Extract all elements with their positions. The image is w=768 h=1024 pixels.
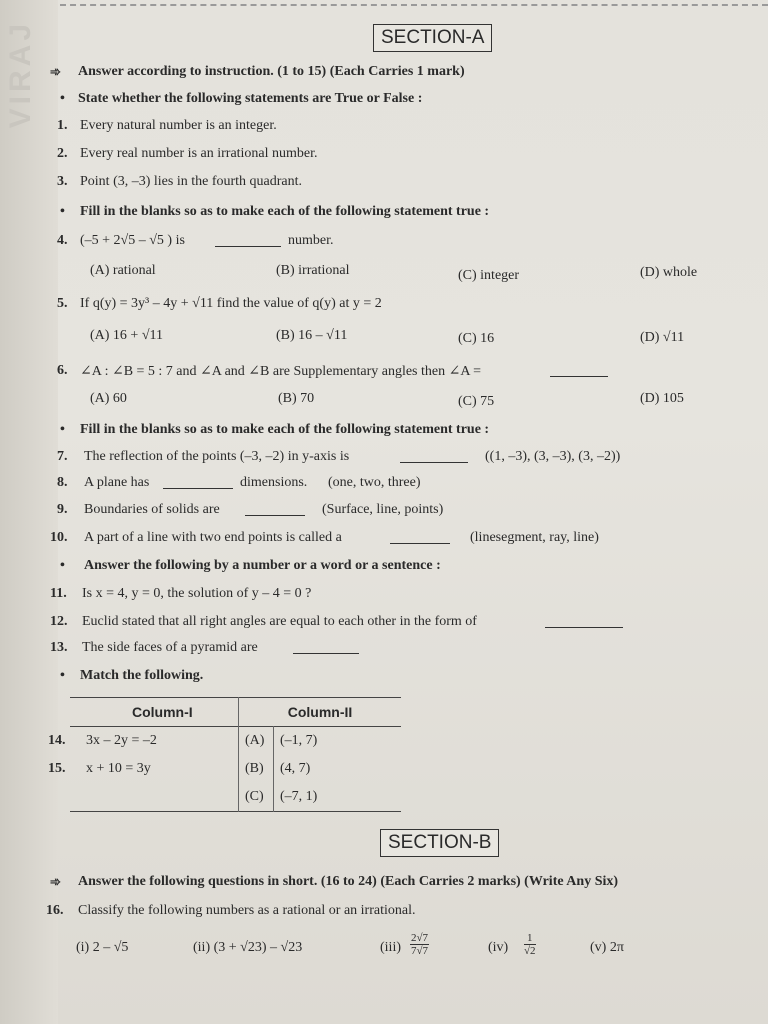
option-b: (B) 70 <box>278 391 315 406</box>
option-b: (B) 16 – √11 <box>276 328 348 343</box>
section-b-title: SECTION-B <box>380 829 499 857</box>
question-number: 6. <box>57 363 68 378</box>
question-number: 9. <box>57 502 68 517</box>
instruction-a: Answer according to instruction. (1 to 15) (Each Carries 1 mark) <box>78 64 465 79</box>
bullet-icon: • <box>60 558 65 573</box>
column-ii-header: Column-II <box>239 698 402 727</box>
option-c: (C) integer <box>458 268 520 283</box>
question-text: (–5 + 2√5 – √5 ) is <box>80 233 185 248</box>
question-number: 8. <box>57 475 68 490</box>
section-a-title: SECTION-A <box>373 24 492 52</box>
question-3 <box>0 174 768 198</box>
column-i-header: Column-I <box>132 704 193 720</box>
question-number: 13. <box>50 640 68 655</box>
bullet-tf: State whether the following statements are True or False : <box>78 91 423 106</box>
bullet-icon: • <box>60 91 65 106</box>
answer-blank <box>545 627 623 628</box>
question-text: Every natural number is an integer. <box>80 118 277 133</box>
question-text: The reflection of the points (–3, –2) in y-axis is <box>84 449 350 464</box>
question-6-options <box>0 391 768 415</box>
question-number: 1. <box>57 118 68 133</box>
instruction-b-row <box>0 874 768 898</box>
arrow-icon: ➾ <box>50 874 61 889</box>
instruction-a-row <box>0 64 768 88</box>
question-tail: number. <box>288 233 334 248</box>
part-iv: (iv) <box>488 940 509 955</box>
question-4 <box>0 233 768 257</box>
question-10 <box>0 530 768 554</box>
question-text: Boundaries of solids are <box>84 502 220 517</box>
question-text: Every real number is an irrational number. <box>80 146 318 161</box>
question-text: ∠A : ∠B = 5 : 7 and ∠A and ∠B are Supplementary angles then ∠A = <box>80 364 482 379</box>
question-5 <box>0 296 768 320</box>
bullet-fill2-row <box>0 422 768 446</box>
question-16-parts <box>0 932 768 975</box>
match-table <box>48 697 401 812</box>
option-d: (D) whole <box>640 265 698 280</box>
question-number: 7. <box>57 449 68 464</box>
option-c: (C) 75 <box>458 394 495 409</box>
option-a: (A) 16 + √11 <box>90 328 163 343</box>
question-4-options <box>0 263 768 287</box>
top-border <box>60 4 768 6</box>
question-6 <box>0 363 768 387</box>
question-text: If q(y) = 3y³ – 4y + √11 find the value of q(y) at y = 2 <box>80 296 382 311</box>
bullet-fill1-row <box>0 204 768 228</box>
fraction-iii: $\frac{2√7}{7√7}$ <box>411 932 429 957</box>
question-1 <box>0 118 768 142</box>
bullet-fill1: Fill in the blanks so as to make each of the following statement true : <box>80 204 490 219</box>
question-number: 11. <box>50 586 67 601</box>
bullet-answer: Answer the following by a number or a word or a sentence : <box>84 558 441 573</box>
option-d: (D) √11 <box>640 330 685 345</box>
answer-choices: (Surface, line, points) <box>322 502 444 517</box>
bullet-match: Match the following. <box>80 668 204 683</box>
question-7 <box>0 449 768 473</box>
question-number: 4. <box>57 233 68 248</box>
question-text: A plane has <box>84 475 150 490</box>
question-9 <box>0 502 768 526</box>
answer-choices: (one, two, three) <box>328 475 421 490</box>
question-text: Is x = 4, y = 0, the solution of y – 4 = 0 ? <box>82 586 312 601</box>
question-8 <box>0 475 768 499</box>
part-i: (i) 2 – √5 <box>76 940 129 955</box>
answer-choices: (linesegment, ray, line) <box>470 530 599 545</box>
question-5-options <box>0 328 768 352</box>
question-number: 12. <box>50 614 68 629</box>
option-a: (A) 60 <box>90 391 127 406</box>
option-a: (A) rational <box>90 263 156 278</box>
match-header-row <box>70 698 401 727</box>
option-d: (D) 105 <box>640 391 684 406</box>
answer-blank <box>400 462 468 463</box>
question-tail: dimensions. <box>240 475 308 490</box>
bullet-icon: • <box>60 668 65 683</box>
answer-blank <box>215 246 281 247</box>
question-number: 16. <box>46 903 64 918</box>
question-text: Euclid stated that all right angles are equal to each other in the form of <box>82 614 477 629</box>
answer-blank <box>550 376 608 377</box>
question-16 <box>0 903 768 927</box>
question-2 <box>0 146 768 170</box>
answer-choices: ((1, –3), (3, –3), (3, –2)) <box>485 449 621 464</box>
question-11 <box>0 586 768 610</box>
question-text: A part of a line with two end points is called a <box>84 530 342 545</box>
watermark-text: VIRAJ <box>4 20 37 129</box>
bullet-match-row <box>0 668 768 692</box>
bullet-tf-row <box>0 91 768 115</box>
answer-blank <box>293 653 359 654</box>
option-b: (B) irrational <box>276 263 350 278</box>
arrow-icon: ➾ <box>50 64 61 79</box>
question-number: 3. <box>57 174 68 189</box>
bullet-icon: • <box>60 422 65 437</box>
fraction-iv: $\frac{1}{√2}$ <box>524 932 536 957</box>
bullet-answer-row <box>0 558 768 582</box>
question-13 <box>0 640 768 664</box>
answer-blank <box>245 515 305 516</box>
part-iii: (iii) <box>380 940 401 955</box>
question-number: 10. <box>50 530 68 545</box>
bullet-icon: • <box>60 204 65 219</box>
instruction-b: Answer the following questions in short. (16 to 24) (Each Carries 2 marks) (Write Any Six) <box>78 874 619 889</box>
answer-blank <box>163 488 233 489</box>
option-c: (C) 16 <box>458 331 495 346</box>
part-v: (v) 2π <box>590 940 624 955</box>
question-number: 5. <box>57 296 68 311</box>
question-text: Classify the following numbers as a rational or an irrational. <box>78 903 416 918</box>
bullet-fill2: Fill in the blanks so as to make each of the following statement true : <box>80 422 490 437</box>
question-12 <box>0 614 768 638</box>
table-row: 15. x + 10 = 3y (B) (4, 7) <box>70 755 401 783</box>
table-row: (C) (–7, 1) <box>70 783 401 812</box>
question-number: 2. <box>57 146 68 161</box>
table-row: 14. 3x – 2y = –2 (A) (–1, 7) <box>70 727 401 756</box>
question-text: The side faces of a pyramid are <box>82 640 258 655</box>
answer-blank <box>390 543 450 544</box>
part-ii: (ii) (3 + √23) – √23 <box>193 940 303 955</box>
question-text: Point (3, –3) lies in the fourth quadrant. <box>80 174 303 189</box>
